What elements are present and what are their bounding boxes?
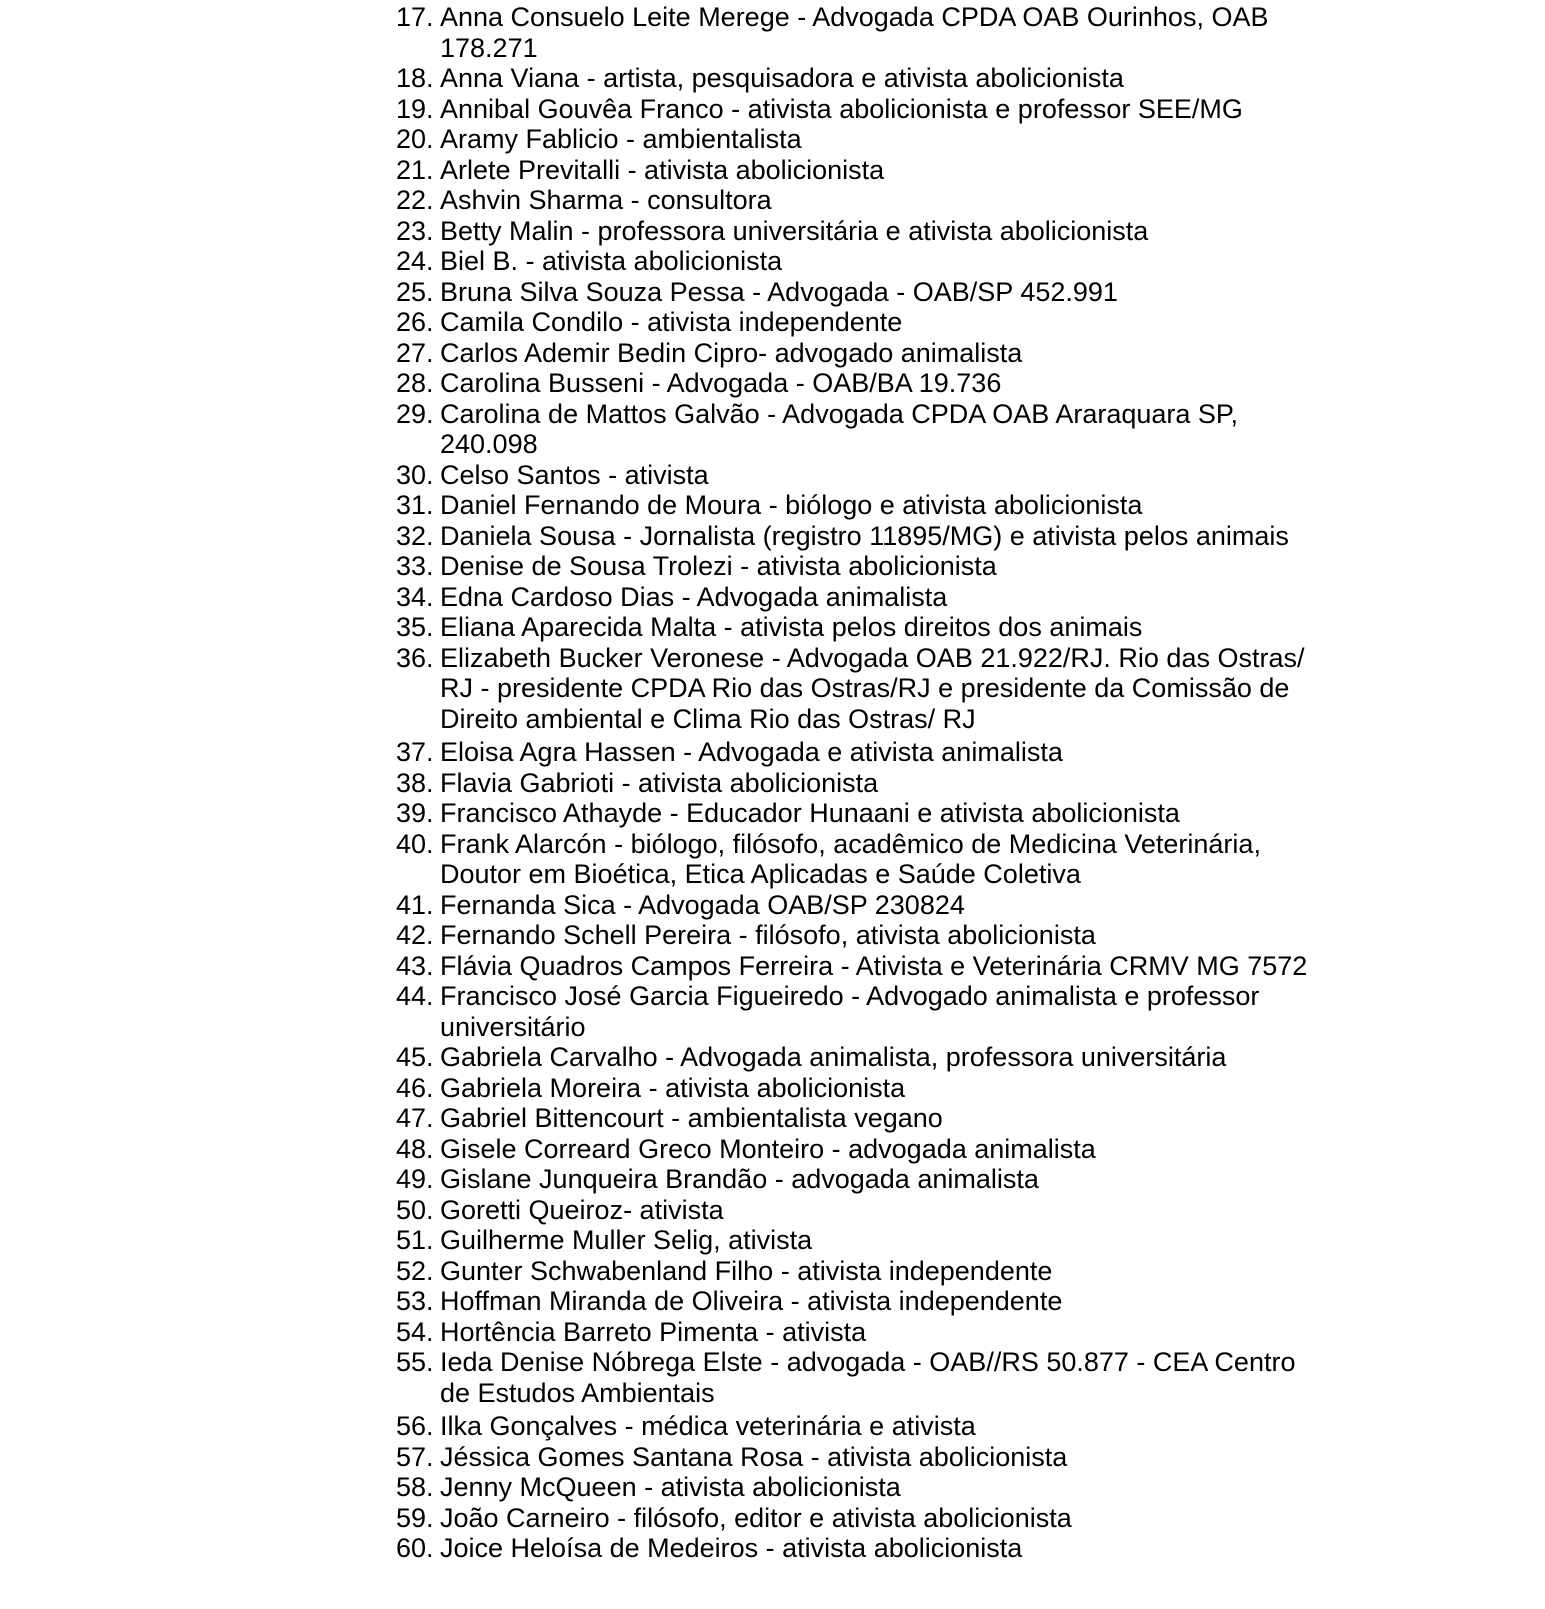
list-item	[396, 368, 1356, 399]
item-number: 56.	[396, 1411, 434, 1441]
item-number: 25.	[396, 276, 434, 307]
item-number: 48.	[396, 1133, 434, 1164]
item-number: 22.	[396, 185, 434, 215]
item-number: 40.	[396, 828, 434, 859]
item-text: Hoffman Miranda de Oliveira - ativista independente	[440, 1286, 1063, 1316]
list-item	[396, 1195, 1356, 1226]
list-item	[396, 460, 1356, 491]
list-item	[396, 1317, 1356, 1348]
item-text: Jenny McQueen - ativista abolicionista	[440, 1472, 901, 1502]
item-number: 21.	[396, 154, 434, 185]
item-text-continuation: universitário	[440, 1011, 586, 1042]
list-item	[396, 521, 1356, 552]
item-number: 51.	[396, 1225, 434, 1255]
item-text: Gabriela Carvalho - Advogada animalista, professora universitária	[440, 1042, 1227, 1072]
item-text: Fernanda Sica - Advogada OAB/SP 230824	[440, 889, 965, 920]
item-number: 49.	[396, 1164, 434, 1194]
list-item	[396, 1411, 1356, 1442]
list-item	[396, 1225, 1356, 1256]
item-text: Aramy Fablicio - ambientalista	[440, 124, 802, 154]
item-text: Carolina de Mattos Galvão - Advogada CPDA OAB Araraquara SP,	[440, 398, 1238, 429]
item-number: 60.	[396, 1533, 434, 1563]
list-item	[396, 277, 1356, 308]
item-text-continuation: RJ - presidente CPDA Rio das Ostras/RJ e presidente da Comissão de	[440, 673, 1290, 703]
list-item	[396, 1042, 1356, 1073]
item-text-continuation: de Estudos Ambientais	[440, 1377, 715, 1408]
item-number: 29.	[396, 398, 434, 429]
list-item	[396, 246, 1356, 277]
list-item	[396, 1347, 1356, 1408]
list-item	[396, 1134, 1356, 1165]
item-number: 54.	[396, 1316, 434, 1347]
item-text: Guilherme Muller Selig, ativista	[440, 1225, 813, 1255]
item-text: Denise de Sousa Trolezi - ativista abolicionista	[440, 551, 997, 581]
item-text: Francisco Athayde - Educador Hunaani e ativista abolicionista	[440, 798, 1180, 828]
item-number: 38.	[396, 767, 434, 798]
list-item	[396, 920, 1356, 951]
item-number: 53.	[396, 1286, 434, 1316]
item-number: 45.	[396, 1042, 434, 1072]
item-text: Frank Alarcón - biólogo, filósofo, acadêmico de Medicina Veterinária,	[440, 828, 1261, 859]
list-item	[396, 307, 1356, 338]
item-text-continuation: Direito ambiental e Clima Rio das Ostras/ RJ	[440, 703, 976, 734]
list-item	[396, 643, 1356, 735]
item-number: 44.	[396, 981, 434, 1011]
item-text: Ieda Denise Nóbrega Elste - advogada - OAB//RS 50.877 - CEA Centro	[440, 1347, 1296, 1377]
item-number: 24.	[396, 246, 434, 276]
list-item	[396, 216, 1356, 247]
item-text: Goretti Queiroz- ativista	[440, 1194, 724, 1225]
item-number: 47.	[396, 1103, 434, 1133]
item-number: 27.	[396, 337, 434, 368]
item-text: Arlete Previtalli - ativista abolicionista	[440, 154, 885, 185]
item-number: 55.	[396, 1347, 434, 1377]
item-text: Gabriel Bittencourt - ambientalista vegano	[440, 1103, 943, 1133]
item-text: Eloisa Agra Hassen - Advogada e ativista animalista	[440, 737, 1063, 767]
item-number: 17.	[396, 2, 434, 32]
item-number: 28.	[396, 368, 434, 398]
list-item	[396, 124, 1356, 155]
list-item	[396, 551, 1356, 582]
item-text: Bruna Silva Souza Pessa - Advogada - OAB/SP 452.991	[440, 276, 1118, 307]
list-item	[396, 737, 1356, 768]
item-number: 31.	[396, 490, 434, 520]
item-text: Ilka Gonçalves - médica veterinária e ativista	[440, 1411, 976, 1441]
list-item	[396, 890, 1356, 921]
item-text: Daniel Fernando de Moura - biólogo e ativista abolicionista	[440, 490, 1143, 520]
signatories-list	[396, 2, 1356, 1564]
item-text: Fernando Schell Pereira - filósofo, ativista abolicionista	[440, 920, 1096, 950]
list-item	[396, 1073, 1356, 1104]
item-number: 32.	[396, 520, 434, 551]
list-item	[396, 1256, 1356, 1287]
list-item	[396, 1503, 1356, 1534]
list-item	[396, 1286, 1356, 1317]
item-number: 37.	[396, 737, 434, 767]
item-text: Celso Santos - ativista	[440, 459, 709, 490]
list-item	[396, 63, 1356, 94]
item-text: Joice Heloísa de Medeiros - ativista abolicionista	[440, 1533, 1023, 1563]
list-item	[396, 1442, 1356, 1473]
list-item	[396, 1103, 1356, 1134]
item-number: 35.	[396, 612, 434, 642]
item-number: 57.	[396, 1441, 434, 1472]
item-text-continuation: 178.271	[440, 32, 538, 63]
item-text: Eliana Aparecida Malta - ativista pelos direitos dos animais	[440, 612, 1143, 642]
item-number: 43.	[396, 950, 434, 981]
list-item	[396, 1472, 1356, 1503]
item-text: Carolina Busseni - Advogada - OAB/BA 19.736	[440, 368, 1002, 398]
item-number: 19.	[396, 93, 434, 124]
item-number: 34.	[396, 581, 434, 612]
item-number: 36.	[396, 642, 434, 673]
item-number: 30.	[396, 459, 434, 490]
item-number: 52.	[396, 1255, 434, 1286]
item-number: 23.	[396, 215, 434, 246]
item-number: 58.	[396, 1472, 434, 1502]
item-number: 42.	[396, 920, 434, 950]
list-item	[396, 94, 1356, 125]
item-text: Flavia Gabrioti - ativista abolicionista	[440, 767, 879, 798]
item-text: João Carneiro - filósofo, editor e ativista abolicionista	[440, 1502, 1072, 1533]
item-text: Edna Cardoso Dias - Advogada animalista	[440, 581, 948, 612]
item-text: Gislane Junqueira Brandão - advogada animalista	[440, 1164, 1039, 1194]
list-item	[396, 951, 1356, 982]
item-text: Daniela Sousa - Jornalista (registro 11895/MG) e ativista pelos animais	[440, 520, 1289, 551]
list-item	[396, 1164, 1356, 1195]
item-text: Anna Consuelo Leite Merege - Advogada CPDA OAB Ourinhos, OAB	[440, 2, 1269, 32]
list-item	[396, 185, 1356, 216]
list-item	[396, 490, 1356, 521]
item-text: Hortência Barreto Pimenta - ativista	[440, 1316, 867, 1347]
item-text: Gisele Correard Greco Monteiro - advogada animalista	[440, 1133, 1096, 1164]
list-item	[396, 612, 1356, 643]
item-number: 18.	[396, 63, 434, 93]
item-number: 39.	[396, 798, 434, 828]
item-text: Flávia Quadros Campos Ferreira - Ativista e Veterinária CRMV MG 7572	[440, 950, 1308, 981]
item-text-continuation: Doutor em Bioética, Etica Aplicadas e Saúde Coletiva	[440, 859, 1081, 889]
item-text: Carlos Ademir Bedin Cipro- advogado animalista	[440, 337, 1023, 368]
item-text: Gunter Schwabenland Filho - ativista independente	[440, 1255, 1053, 1286]
item-text: Jéssica Gomes Santana Rosa - ativista abolicionista	[440, 1441, 1068, 1472]
item-number: 20.	[396, 124, 434, 154]
item-text: Gabriela Moreira - ativista abolicionista	[440, 1072, 906, 1103]
item-text: Elizabeth Bucker Veronese - Advogada OAB 21.922/RJ. Rio das Ostras/	[440, 642, 1305, 673]
item-number: 50.	[396, 1194, 434, 1225]
item-number: 41.	[396, 889, 434, 920]
list-item	[396, 2, 1356, 63]
list-item	[396, 768, 1356, 799]
item-text: Betty Malin - professora universitária e ativista abolicionista	[440, 215, 1149, 246]
item-text: Francisco José Garcia Figueiredo - Advogado animalista e professor	[440, 981, 1260, 1011]
item-text: Camila Condilo - ativista independente	[440, 307, 903, 337]
item-text: Annibal Gouvêa Franco - ativista abolicionista e professor SEE/MG	[440, 93, 1243, 124]
item-text: Anna Viana - artista, pesquisadora e ativista abolicionista	[440, 63, 1124, 93]
list-item	[396, 829, 1356, 890]
item-number: 59.	[396, 1502, 434, 1533]
list-item	[396, 338, 1356, 369]
item-text-continuation: 240.098	[440, 429, 538, 459]
item-text: Biel B. - ativista abolicionista	[440, 246, 783, 276]
list-item	[396, 981, 1356, 1042]
item-number: 33.	[396, 551, 434, 581]
list-item	[396, 1533, 1356, 1564]
list-item	[396, 798, 1356, 829]
item-number: 26.	[396, 307, 434, 337]
list-item	[396, 399, 1356, 460]
item-number: 46.	[396, 1072, 434, 1103]
list-item	[396, 155, 1356, 186]
list-item	[396, 582, 1356, 613]
item-text: Ashvin Sharma - consultora	[440, 185, 772, 215]
